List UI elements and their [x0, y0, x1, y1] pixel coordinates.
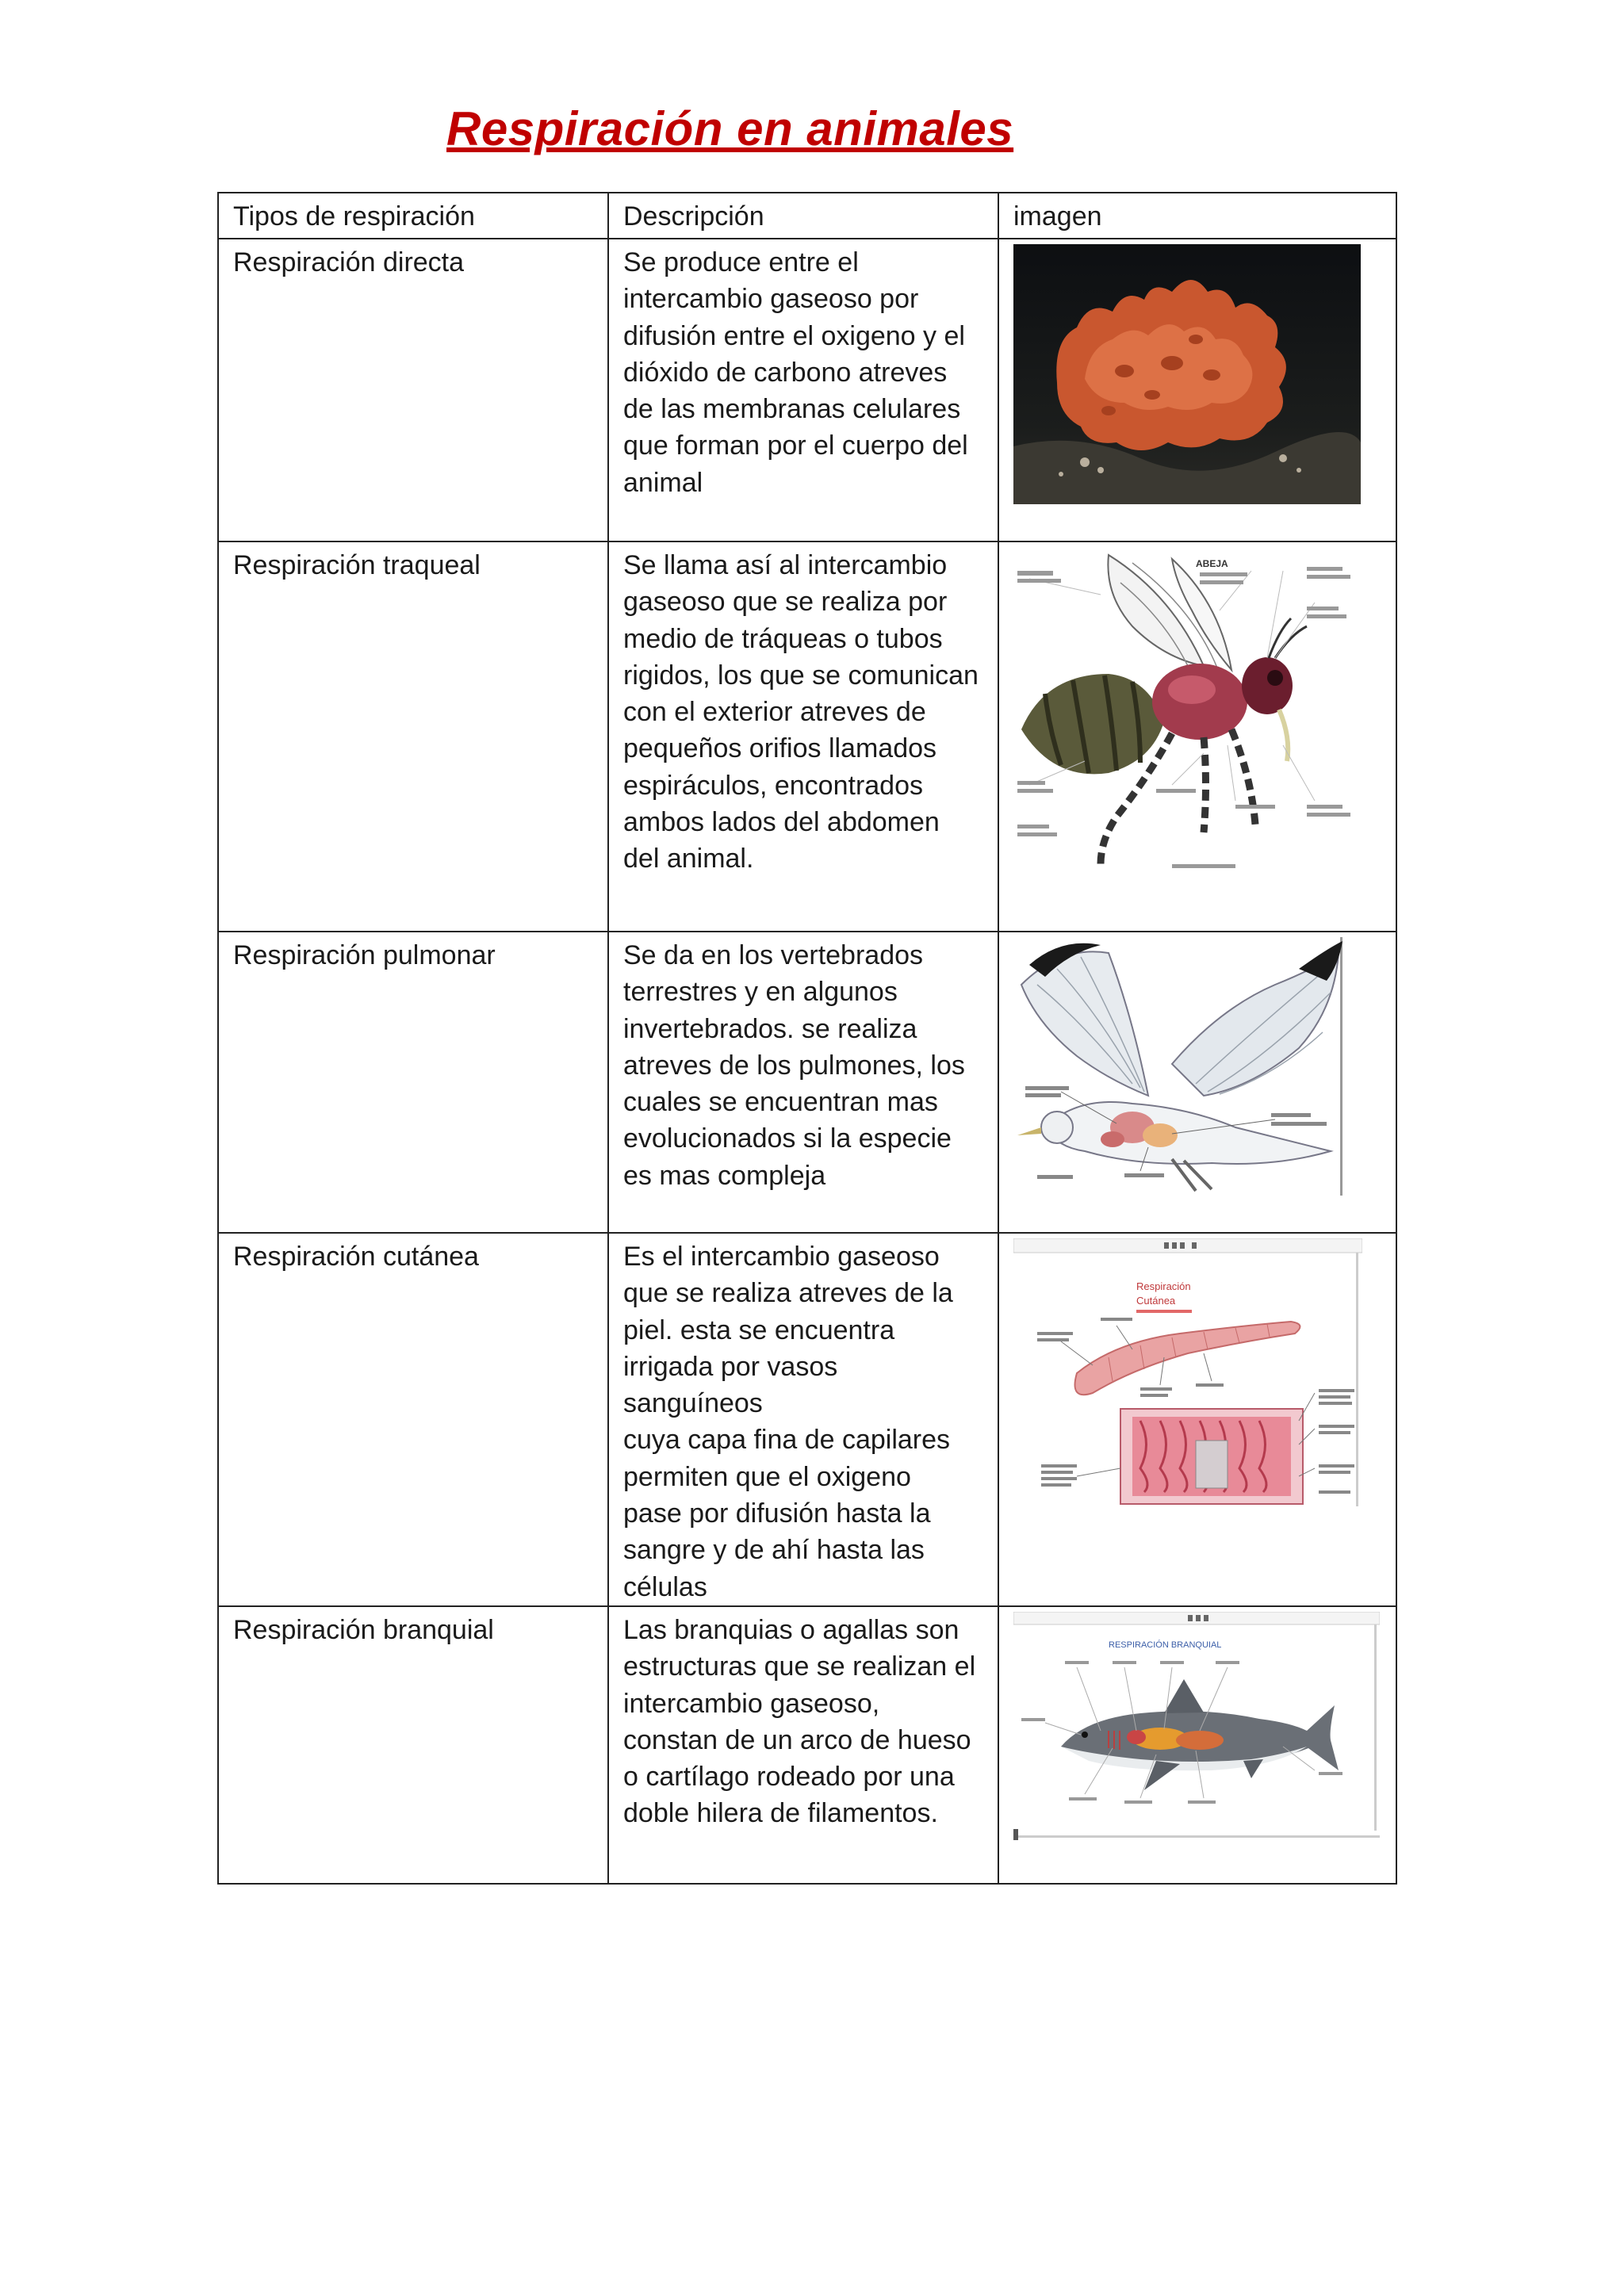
header-cell-description: Descripción — [608, 193, 998, 239]
image-cell — [998, 932, 1396, 1233]
description-line: células — [623, 1571, 707, 1602]
description-line: del animal. — [623, 844, 754, 874]
description-line: pase por difusión hasta la — [623, 1498, 931, 1529]
description-line: atreves de los pulmones, los — [623, 1050, 965, 1081]
bird-diagram — [1013, 937, 1345, 1196]
description-line: que forman por el cuerpo del — [623, 430, 968, 461]
description-line: es mas compleja — [623, 1160, 826, 1191]
description-line: o cartílago rodeado por una — [623, 1762, 955, 1793]
table-row — [218, 1233, 1396, 1606]
description-cell — [608, 239, 998, 541]
description-line: espiráculos, encontrados — [623, 770, 924, 801]
description-line: difusión entre el oxigeno y el — [623, 320, 965, 351]
table-row — [218, 541, 1396, 932]
image-cell — [998, 541, 1396, 932]
header-cell-type: Tipos de respiración — [218, 193, 608, 239]
description-line: invertebrados. se realiza — [623, 1013, 917, 1044]
description-line: animal — [623, 467, 703, 498]
description-line: terrestres y en algunos — [623, 977, 898, 1008]
description-line: dióxido de carbono atreves — [623, 357, 948, 388]
description-cell — [608, 1233, 998, 1606]
description-line: Las branquias o agallas son — [623, 1614, 959, 1645]
table-row — [218, 932, 1396, 1233]
bee-label: ABEJA — [1196, 558, 1228, 569]
page-title: Respiración en animales — [446, 102, 1014, 155]
description-cell — [608, 541, 998, 932]
description-line: sangre y de ahí hasta las — [623, 1535, 925, 1566]
description-line: evolucionados si la especie — [623, 1123, 952, 1154]
description-line: con el exterior atreves de — [623, 697, 926, 728]
description-line: gaseoso que se realiza por — [623, 587, 948, 618]
description-line: intercambio gaseoso por — [623, 284, 919, 315]
description-line: constan de un arco de hueso — [623, 1724, 971, 1755]
description-line: de las membranas celulares — [623, 394, 961, 425]
description-line: Se llama así al intercambio — [623, 550, 948, 580]
worm-diagram — [1013, 1238, 1362, 1516]
type-cell: Respiración traqueal — [218, 541, 608, 932]
description-line: medio de tráqueas o tubos — [623, 623, 943, 654]
table-row — [218, 1606, 1396, 1884]
gills-title: RESPIRACIÓN BRANQUIAL — [1109, 1640, 1222, 1650]
description-line: Se produce entre el — [623, 247, 859, 277]
table-header-row — [218, 193, 1396, 239]
description-cell — [608, 1606, 998, 1884]
description-line: estructuras que se realizan el — [623, 1651, 976, 1682]
description-line: pequeños orifios llamados — [623, 733, 937, 764]
type-cell: Respiración branquial — [218, 1606, 608, 1884]
respiration-table — [217, 192, 1397, 1885]
shark-diagram — [1013, 1612, 1380, 1842]
description-line: rigidos, los que se comunican — [623, 660, 979, 691]
description-line: doble hilera de filamentos. — [623, 1798, 938, 1829]
description-cell — [608, 932, 998, 1233]
table-row — [218, 239, 1396, 541]
description-line: piel. esta se encuentra — [623, 1314, 895, 1345]
type-cell: Respiración cutánea — [218, 1233, 608, 1606]
skin-title-line2: Cutánea — [1136, 1295, 1176, 1307]
type-cell: Respiración directa — [218, 239, 608, 541]
image-cell — [998, 1233, 1396, 1606]
description-line: irrigada por vasos sanguíneos — [623, 1351, 838, 1419]
sponge-photo — [1013, 244, 1361, 504]
bee-diagram — [1013, 547, 1370, 880]
description-line: cuales se encuentran mas — [623, 1087, 938, 1118]
description-line: que se realiza atreves de la — [623, 1278, 953, 1309]
description-line: cuya capa fina de capilares — [623, 1425, 951, 1456]
description-line: intercambio gaseoso, — [623, 1688, 880, 1719]
image-cell — [998, 239, 1396, 541]
image-cell — [998, 1606, 1396, 1884]
header-cell-image: imagen — [998, 193, 1396, 239]
description-line: Se da en los vertebrados — [623, 940, 924, 970]
type-cell: Respiración pulmonar — [218, 932, 608, 1233]
description-line: Es el intercambio gaseoso — [623, 1242, 940, 1272]
description-line: ambos lados del abdomen — [623, 807, 940, 838]
skin-title-line1: Respiración — [1136, 1280, 1191, 1292]
description-line: permiten que el oxigeno — [623, 1461, 911, 1492]
